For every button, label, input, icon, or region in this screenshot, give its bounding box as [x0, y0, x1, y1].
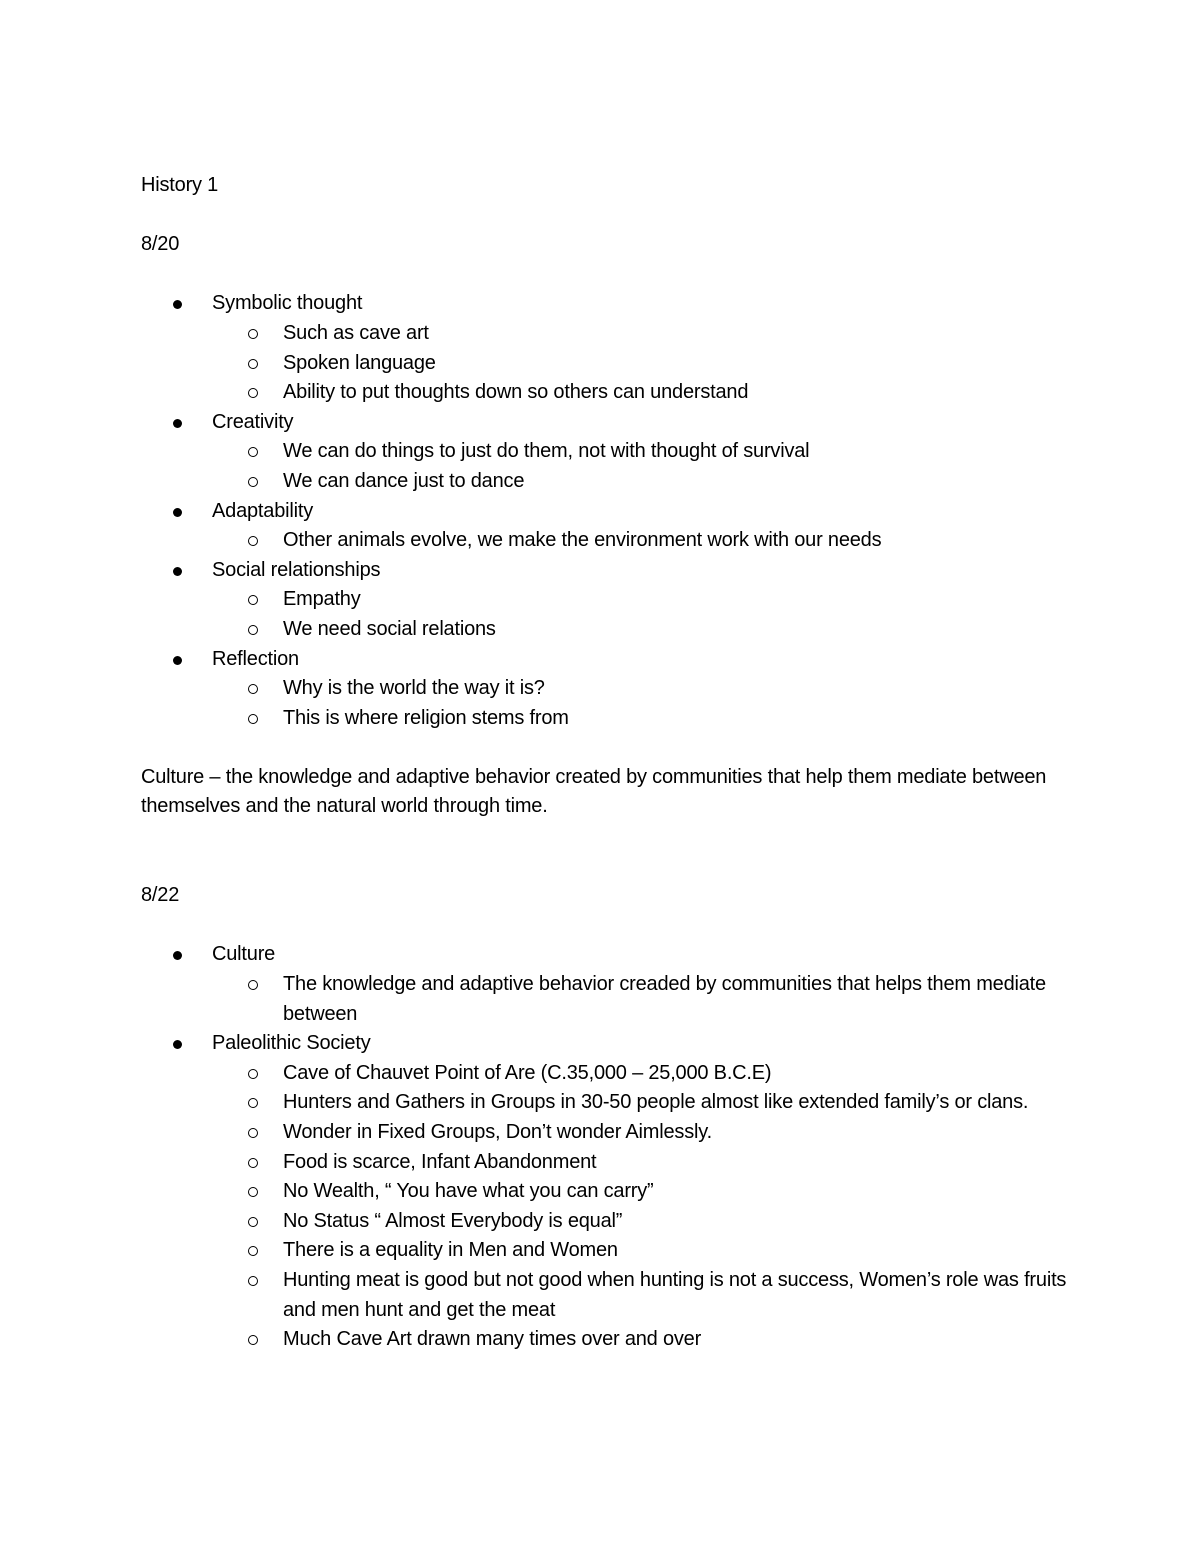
culture-definition: Culture – the knowledge and adaptive behavior created by communities that help them mediate between themselves and the natural world through time. [141, 765, 1047, 818]
circle-bullet-icon [248, 684, 258, 694]
list-item [141, 940, 1081, 1029]
sub-list-item: There is a equality in Men and Women [212, 1236, 1081, 1266]
circle-bullet-icon [248, 447, 258, 457]
sub-list-item: Food is scarce, Infant Abandonment [212, 1148, 1081, 1178]
sub-list [212, 1059, 1081, 1355]
circle-bullet-icon [248, 980, 258, 990]
bullet-icon [173, 1040, 182, 1049]
spacer [141, 201, 1081, 231]
circle-bullet-icon [248, 1069, 258, 1079]
section-date: 8/20 [141, 233, 180, 256]
sub-list [212, 970, 1081, 1029]
bullet-icon [173, 656, 182, 665]
spacer [141, 733, 1081, 763]
sub-list-item: No Status “ Almost Everybody is equal” [212, 1207, 1081, 1237]
sub-list-item: Spoken language [212, 349, 1081, 379]
spacer [141, 260, 1081, 290]
circle-bullet-icon [248, 388, 258, 398]
document-title: History 1 [141, 174, 219, 196]
circle-bullet-icon [248, 1335, 258, 1345]
sub-list [212, 437, 1081, 496]
bullet-icon [173, 300, 182, 309]
list-item-label: Culture [212, 943, 276, 966]
list-item-label: Symbolic thought [212, 292, 363, 315]
sub-list [212, 319, 1081, 408]
sub-list-item: Ability to put thoughts down so others can understand [212, 378, 1081, 408]
list-item-label: Adaptability [212, 499, 313, 522]
circle-bullet-icon [248, 1158, 258, 1168]
list-item-label: Paleolithic Society [212, 1032, 371, 1055]
document-body [141, 171, 1081, 1355]
sub-list-item: Why is the world the way it is? [212, 674, 1081, 704]
list-item [141, 1029, 1081, 1355]
circle-bullet-icon [248, 1246, 258, 1256]
bullet-icon [173, 419, 182, 428]
list-item [141, 408, 1081, 497]
list-item-label: Reflection [212, 647, 299, 670]
spacer [141, 911, 1081, 941]
circle-bullet-icon [248, 536, 258, 546]
sub-list-item: Other animals evolve, we make the environment work with our needs [212, 526, 1081, 556]
list-item [141, 645, 1081, 734]
list-item [141, 289, 1081, 407]
sub-list-item: We need social relations [212, 615, 1081, 645]
list-item-label: Creativity [212, 410, 294, 433]
sub-list-item: We can do things to just do them, not with thought of survival [212, 437, 1081, 467]
bullet-icon [173, 567, 182, 576]
sub-list-item: The knowledge and adaptive behavior creaded by communities that helps them mediate between [212, 970, 1081, 1029]
circle-bullet-icon [248, 1276, 258, 1286]
sub-list [212, 674, 1081, 733]
sub-list-item: Hunting meat is good but not good when hunting is not a success, Women’s role was fruits and men hunt and get the meat [212, 1266, 1081, 1325]
circle-bullet-icon [248, 359, 258, 369]
bullet-list [141, 289, 1081, 733]
sub-list-item: Empathy [212, 585, 1081, 615]
sub-list-item: Such as cave art [212, 319, 1081, 349]
circle-bullet-icon [248, 595, 258, 605]
bullet-icon [173, 951, 182, 960]
bullet-list [141, 940, 1081, 1354]
circle-bullet-icon [248, 1217, 258, 1227]
sub-list-item: Wonder in Fixed Groups, Don’t wonder Aimlessly. [212, 1118, 1081, 1148]
circle-bullet-icon [248, 1098, 258, 1108]
sub-list [212, 526, 1081, 556]
sub-list [212, 585, 1081, 644]
sub-list-item: Hunters and Gathers in Groups in 30-50 people almost like extended family’s or clans. [212, 1088, 1081, 1118]
spacer [141, 822, 1081, 881]
circle-bullet-icon [248, 477, 258, 487]
circle-bullet-icon [248, 1187, 258, 1197]
section-date: 8/22 [141, 884, 180, 907]
circle-bullet-icon [248, 329, 258, 339]
sub-list-item: Much Cave Art drawn many times over and over [212, 1325, 1081, 1355]
list-item-label: Social relationships [212, 558, 381, 581]
sub-list-item: We can dance just to dance [212, 467, 1081, 497]
bullet-icon [173, 508, 182, 517]
sub-list-item: Cave of Chauvet Point of Are (C.35,000 – 25,000 B.C.E) [212, 1059, 1081, 1089]
circle-bullet-icon [248, 625, 258, 635]
list-item [141, 556, 1081, 645]
sub-list-item: This is where religion stems from [212, 704, 1081, 734]
list-item [141, 497, 1081, 556]
sub-list-item: No Wealth, “ You have what you can carry” [212, 1177, 1081, 1207]
circle-bullet-icon [248, 714, 258, 724]
circle-bullet-icon [248, 1128, 258, 1138]
